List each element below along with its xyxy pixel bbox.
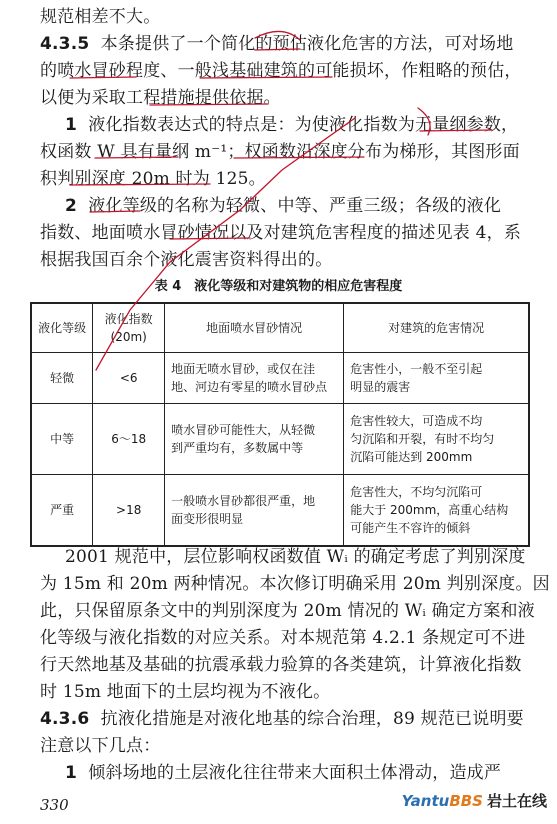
cell-ground: 地面无喷水冒砂，或仅在洼 地、河边有零星的喷水冒砂点 bbox=[165, 353, 344, 404]
header-harm: 对建筑的危害情况 bbox=[344, 303, 529, 353]
text-line-15: 时 15m 地面下的土层均视为不液化。 bbox=[40, 682, 331, 702]
text-line-14: 行天然地基及基础的抗震承载力验算的各类建筑，计算液化指数 bbox=[40, 655, 522, 675]
cell-harm: 危害性大，不均匀沉陷可 能大于 200mm，高重心结构 可能产生不容许的倾斜 bbox=[344, 475, 529, 547]
text-line-8: 指数、地面喷水冒砂情况以及对建筑危害程度的描述见表 4，系 bbox=[40, 223, 522, 243]
text-line-16: 4.3.6 抗液化措施是对液化地基的综合治理，89 规范已说明要 bbox=[40, 709, 524, 729]
cell-harm: 危害性较大，可造成不均 匀沉陷和开裂，有时不均匀 沉陷可能达到 200mm bbox=[344, 404, 529, 475]
text-line-6: 积判别深度 20m 时为 125。 bbox=[40, 169, 266, 189]
text-line-12: 此，只保留原条文中的判别深度为 20m 情况的 Wᵢ 确定方案和液 bbox=[40, 601, 535, 621]
item-number: 1 bbox=[65, 763, 78, 783]
item-number: 1 bbox=[65, 115, 78, 135]
text-line-18: 1 倾斜场地的土层液化往往带来大面积土体滑动，造成严 bbox=[65, 763, 502, 783]
text-line-9: 根据我国百余个液化震害资料得出的。 bbox=[40, 250, 333, 270]
text-line-4: 1 液化指数表达式的特点是：为使液化指数为无量纲参数， bbox=[65, 115, 519, 135]
cell-level: 严重 bbox=[31, 475, 93, 547]
text-line-7: 2 液化等级的名称为轻微、中等、严重三级；各级的液化 bbox=[65, 196, 502, 216]
table-caption: 表 4 液化等级和对建筑物的相应危害程度 bbox=[154, 279, 403, 294]
cell-ground: 一般喷水冒砂都很严重，地 面变形很明显 bbox=[165, 475, 344, 547]
table-header-row bbox=[31, 303, 529, 353]
text-line-1: 4.3.5 本条提供了一个简化的预估液化危害的方法，可对场地 bbox=[40, 34, 514, 54]
header-ground: 地面喷水冒砂情况 bbox=[165, 303, 344, 353]
text-line-2: 的喷水冒砂程度、一般浅基础建筑的可能损坏，作粗略的预估， bbox=[40, 61, 522, 81]
text-line-0: 规范相差不大。 bbox=[40, 7, 161, 27]
clause-number: 4.3.6 bbox=[40, 709, 90, 729]
page-number: 330 bbox=[40, 796, 69, 814]
text-line-10: 2001 规范中，层位影响权函数值 Wᵢ 的确定考虑了判别深度 bbox=[65, 547, 526, 567]
table-row bbox=[31, 475, 529, 547]
hazard-table bbox=[30, 302, 530, 547]
item-number: 2 bbox=[65, 196, 78, 216]
text-line-3: 以便为采取工程措施提供依据。 bbox=[40, 88, 281, 108]
clause-number: 4.3.5 bbox=[40, 34, 90, 54]
text-line-5: 权函数 W 具有量纲 m⁻¹；权函数沿深度分布为梯形，其图形面 bbox=[40, 142, 520, 162]
table-row bbox=[31, 353, 529, 404]
header-index: 液化指数 (20m) bbox=[93, 303, 165, 353]
header-level: 液化等级 bbox=[31, 303, 93, 353]
cell-index: 6～18 bbox=[93, 404, 165, 475]
table-row bbox=[31, 404, 529, 475]
text-line-17: 注意以下几点： bbox=[40, 736, 161, 756]
text-line-13: 化等级与液化指数的对应关系。对本规范第 4.2.1 条规定可不进 bbox=[40, 628, 526, 648]
watermark-logo: YantuBBS 岩土在线 bbox=[401, 792, 547, 810]
cell-harm: 危害性小，一般不至引起 明显的震害 bbox=[344, 353, 529, 404]
cell-index: <6 bbox=[93, 353, 165, 404]
cell-level: 中等 bbox=[31, 404, 93, 475]
cell-ground: 喷水冒砂可能性大，从轻微 到严重均有，多数属中等 bbox=[165, 404, 344, 475]
cell-index: >18 bbox=[93, 475, 165, 547]
text-line-11: 为 15m 和 20m 两种情况。本次修订明确采用 20m 判别深度。因 bbox=[40, 574, 550, 594]
cell-level: 轻微 bbox=[31, 353, 93, 404]
